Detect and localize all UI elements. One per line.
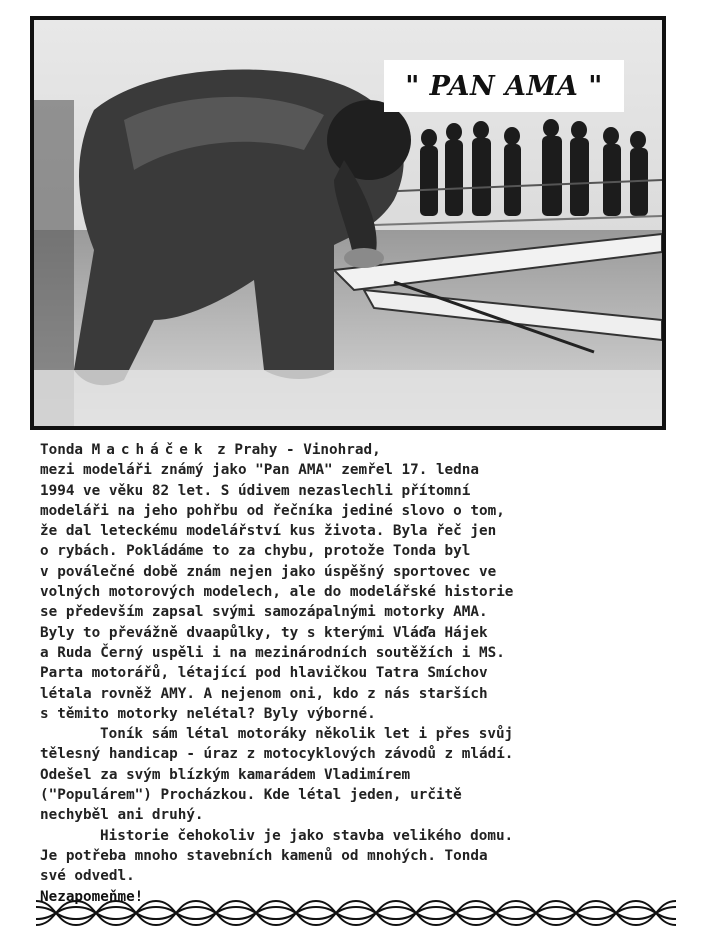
text-line: své odvedl.: [40, 868, 135, 885]
text-line: nechyběl ani druhý.: [40, 807, 204, 824]
text-line: modeláři na jeho pohřbu od řečníka jediné slovo o tom,: [40, 502, 505, 519]
text-line: 1994 ve věku 82 let. S údivem nezaslechli přítomní: [40, 482, 471, 499]
text-line: mezi modeláři známý jako "Pan AMA" zemřel 17. ledna: [40, 462, 479, 479]
text-line: a Ruda Černý uspěli i na mezinárodních soutěžích i MS.: [40, 644, 505, 661]
text-line: že dal leteckému modelářství kus života. Byla řeč jen: [40, 523, 497, 540]
paragraph-start: Historie čehokoliv je jako stavba velikého domu.: [100, 827, 514, 844]
text-line: Je potřeba mnoho stavebních kamenů od mnohých. Tonda: [40, 847, 488, 864]
byline-surname: Macháček: [91, 442, 209, 458]
text-line: o rybách. Pokládáme to za chybu, protože Tonda byl: [40, 543, 471, 560]
byline-first-name: Tonda: [40, 442, 84, 458]
paragraph-start: Toník sám létal motoráky několik let i přes svůj: [100, 726, 514, 743]
text-line: létala rovněž AMY. A nejenom oni, kdo z nás starších: [40, 685, 488, 702]
memorial-photo: [30, 16, 666, 430]
text-line: v poválečné době znám nejen jako úspěšný sportovec ve: [40, 563, 497, 580]
closing-line: Nezapomeňme!: [40, 888, 144, 905]
text-line: tělesný handicap - úraz z motocyklových závodů z mládí.: [40, 746, 514, 763]
text-line: Byly to převážně dvaapůlky, ty s kterými Vláďa Hájek: [40, 624, 488, 641]
text-line: se především zapsal svými samozápalnými motorky AMA.: [40, 604, 488, 621]
byline-location: z Prahy - Vinohrad,: [208, 442, 381, 458]
obituary-article: [40, 440, 680, 907]
text-line: volných motorových modelech, ale do modelářské historie: [40, 584, 514, 601]
text-line: Odešel za svým blízkým kamarádem Vladimírem: [40, 766, 411, 783]
text-line: ("Populárem") Procházkou. Kde létal jeden, určitě: [40, 787, 462, 804]
text-line: s těmito motorky nelétal? Byly výborné.: [40, 705, 376, 722]
decorative-border: [36, 893, 676, 933]
text-line: Parta motorářů, létající pod hlavičkou Tatra Smíchov: [40, 665, 488, 682]
photo-title: " PAN AMA ": [384, 60, 624, 112]
byline: [40, 440, 680, 460]
